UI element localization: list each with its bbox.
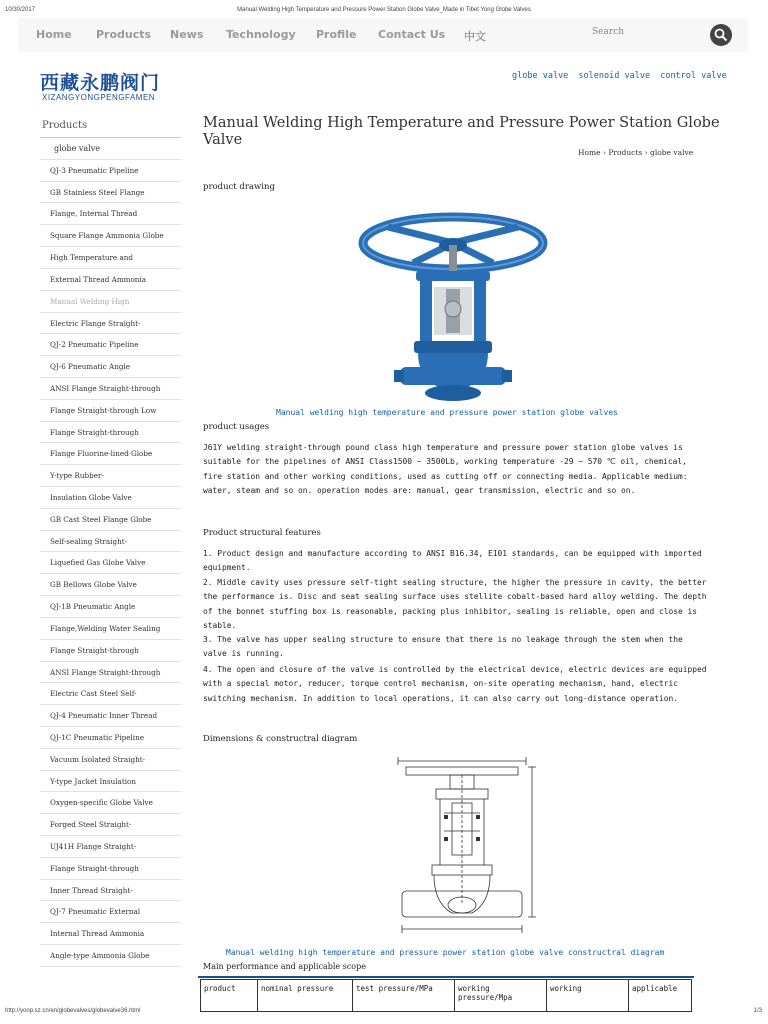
logo-chinese[interactable]: 西藏永鹏阀门 — [40, 72, 161, 94]
performance-table — [200, 979, 692, 1012]
breadcrumb-current[interactable]: globe valve — [650, 148, 694, 157]
table-header-cell: product — [201, 980, 258, 1012]
quick-links — [512, 71, 732, 81]
table-header-cell: working — [547, 980, 629, 1012]
print-date: 10/30/2017 — [5, 7, 36, 13]
sidebar-item[interactable]: High Temperature and — [40, 247, 181, 269]
sidebar-item[interactable]: ANSI Flange Straight-through — [40, 662, 181, 684]
nav-news[interactable]: News — [170, 28, 204, 41]
section-dimensions: Dimensions & constructral diagram — [203, 734, 358, 744]
sidebar-item[interactable]: Square Flange Ammonia Globe — [40, 225, 181, 247]
search-label: Search — [592, 27, 624, 37]
sidebar-item[interactable]: Oxygen-specific Globe Valve — [40, 792, 181, 814]
globe-valve-product-image — [358, 205, 548, 405]
sidebar-item[interactable]: Flange Fluorine-lined Globe — [40, 443, 181, 465]
sidebar-item[interactable]: GB Stainless Steel Flange — [40, 182, 181, 204]
breadcrumb-home[interactable]: Home — [578, 148, 601, 157]
logo-english[interactable]: XIZANGYONGPENGFAMEN — [42, 93, 156, 102]
sidebar-item[interactable]: Electric Flange Straight- — [40, 313, 181, 335]
product-drawing-caption: Manual welding high temperature and pressure power station globe valves — [276, 408, 618, 417]
table-header-cell: test pressure/MPa — [353, 980, 455, 1012]
section-product-drawing: product drawing — [203, 182, 275, 192]
sidebar-item[interactable]: Y-type Jacket Insulation — [40, 771, 181, 793]
sidebar-item[interactable]: Flange,Welding Water Sealing — [40, 618, 181, 640]
feature-2: 2. Middle cavity uses pressure self-tight sealing structure, the higher the pressure in cavity, the better the performance is. Disc and seat sealing surface uses stellite cobalt-based hard alloy welding. The depth of the bonnet stuffing box is reasonable, packing plus inhibitor, sealing is reliable, open and close is stable. — [203, 578, 707, 630]
sidebar-item[interactable]: External Thread Ammonia — [40, 269, 181, 291]
table-header-cell: working pressure/Mpa — [455, 980, 547, 1012]
sidebar-item[interactable]: QJ-4 Pneumatic Inner Thread — [40, 705, 181, 727]
breadcrumb-separator: › — [644, 148, 651, 157]
table-header-row — [201, 980, 692, 1012]
constructral-diagram-image — [384, 753, 540, 945]
table-header-cell: applicable — [629, 980, 692, 1012]
sidebar-item[interactable]: QJ-1C Pneumatic Pipeline — [40, 727, 181, 749]
sidebar-item[interactable]: Manual Welding High — [40, 291, 181, 313]
nav-chinese[interactable]: 中文 — [464, 30, 486, 43]
search-button[interactable] — [710, 24, 732, 46]
table-header-cell: nominal pressure — [258, 980, 353, 1012]
sidebar-item[interactable]: QJ-7 Pneumatic External — [40, 901, 181, 923]
sidebar-item[interactable]: QJ-6 Pneumatic Angle — [40, 356, 181, 378]
section-product-usages: product usages — [203, 422, 270, 432]
sidebar-product-list — [40, 138, 181, 967]
sidebar-item[interactable]: QJ-2 Pneumatic Pipeline — [40, 334, 181, 356]
sidebar-item[interactable]: Flange, Internal Thread — [40, 203, 181, 225]
feature-4: 4. The open and closure of the valve is controlled by the electrical device, electric devices are equipped with a special motor, reducer, torque control mechanism, on-site operating mechanism, hand, electric switching mechanism. In addition to local operations, it can also carry out long-distance operation. — [203, 665, 707, 703]
quick-link-control-valve[interactable]: control valve — [660, 71, 727, 81]
sidebar-item[interactable]: Electric Cast Steel Self- — [40, 683, 181, 705]
sidebar-heading: Products — [42, 120, 88, 131]
quick-link-globe-valve[interactable]: globe valve — [512, 71, 569, 81]
nav-profile[interactable]: Profile — [316, 28, 357, 41]
sidebar-item[interactable]: Flange Straight-through — [40, 640, 181, 662]
sidebar-item[interactable]: Insulation Globe Valve — [40, 487, 181, 509]
breadcrumb-products[interactable]: Products — [608, 148, 643, 157]
section-structural-features: Product structural features — [203, 528, 321, 538]
print-title: Manual Welding High Temperature and Pressure Power Station Globe Valve_Made in Tibet Yong Globe Valves — [237, 7, 531, 13]
usages-paragraph: J61Y welding straight-through pound class high temperature and pressure power station globe valves is suitable for the pipelines of ANSI Class1500 ~ 3500Lb, working temperature -29 ~ 570 ℃ oil, chemical, fire station and other working conditions, used as cutting off or connecting media. Applicable medium: water, steam and so on. operation modes are: manual, gear transmission, electric and so on. — [203, 443, 688, 495]
sidebar-item[interactable]: QJ-1B Pneumatic Angle — [40, 596, 181, 618]
feature-3: 3. The valve has upper sealing structure to ensure that there is no leakage through the stem when the valve is running. — [203, 635, 683, 659]
section-performance: Main performance and applicable scope — [203, 962, 366, 971]
sidebar-item[interactable]: Flange Straight-through — [40, 858, 181, 880]
sidebar-item[interactable]: Self-sealing Straight- — [40, 531, 181, 553]
top-navigation-bar — [18, 18, 748, 52]
nav-products[interactable]: Products — [96, 28, 152, 41]
print-url: http://yonp.sz.cn/en/globevalves/globevalve36.html — [5, 1008, 141, 1014]
diagram-caption: Manual welding high temperature and pressure power station globe valve constructral diagram — [226, 948, 665, 957]
breadcrumb — [578, 148, 693, 157]
sidebar-item[interactable]: Y-type Rubber- — [40, 465, 181, 487]
sidebar-item[interactable]: Flange Straight-through Low — [40, 400, 181, 422]
sidebar-item[interactable]: Forged Steel Straight- — [40, 814, 181, 836]
breadcrumb-separator: › — [603, 148, 609, 157]
sidebar-item[interactable]: Internal Thread Ammonia — [40, 923, 181, 945]
sidebar-item[interactable]: QJ-3 Pneumatic Pipeline — [40, 160, 181, 182]
sidebar-item[interactable]: Flange Straight-through — [40, 422, 181, 444]
feature-1: 1. Product design and manufacture according to ANSI B16.34, E101 standards, can be equipped with imported equipment. — [203, 549, 702, 573]
sidebar-item[interactable]: ANSI Flange Straight-through — [40, 378, 181, 400]
search-icon — [714, 28, 728, 42]
page-title: Manual Welding High Temperature and Pressure Power Station Globe Valve — [203, 115, 720, 148]
nav-home[interactable]: Home — [36, 28, 72, 41]
print-page-number: 1/3 — [753, 1008, 762, 1014]
sidebar-item[interactable]: UJ41H Flange Straight- — [40, 836, 181, 858]
sidebar-item[interactable]: Inner Thread Straight- — [40, 880, 181, 902]
sidebar-item-globe-valve[interactable]: globe valve — [40, 138, 181, 160]
sidebar-item[interactable]: GB Bellows Globe Valve — [40, 574, 181, 596]
sidebar-item[interactable]: Angle-type Ammonia Globe — [40, 945, 181, 967]
nav-contact-us[interactable]: Contact Us — [378, 28, 446, 41]
quick-link-solenoid-valve[interactable]: solenoid valve — [578, 71, 651, 81]
sidebar-item[interactable]: GB Cast Steel Flange Globe — [40, 509, 181, 531]
sidebar-item[interactable]: Vacuum Isolated Straight- — [40, 749, 181, 771]
nav-technology[interactable]: Technology — [226, 28, 296, 41]
sidebar-item[interactable]: Liquefied Gas Globe Valve — [40, 552, 181, 574]
search-input[interactable] — [590, 22, 710, 48]
